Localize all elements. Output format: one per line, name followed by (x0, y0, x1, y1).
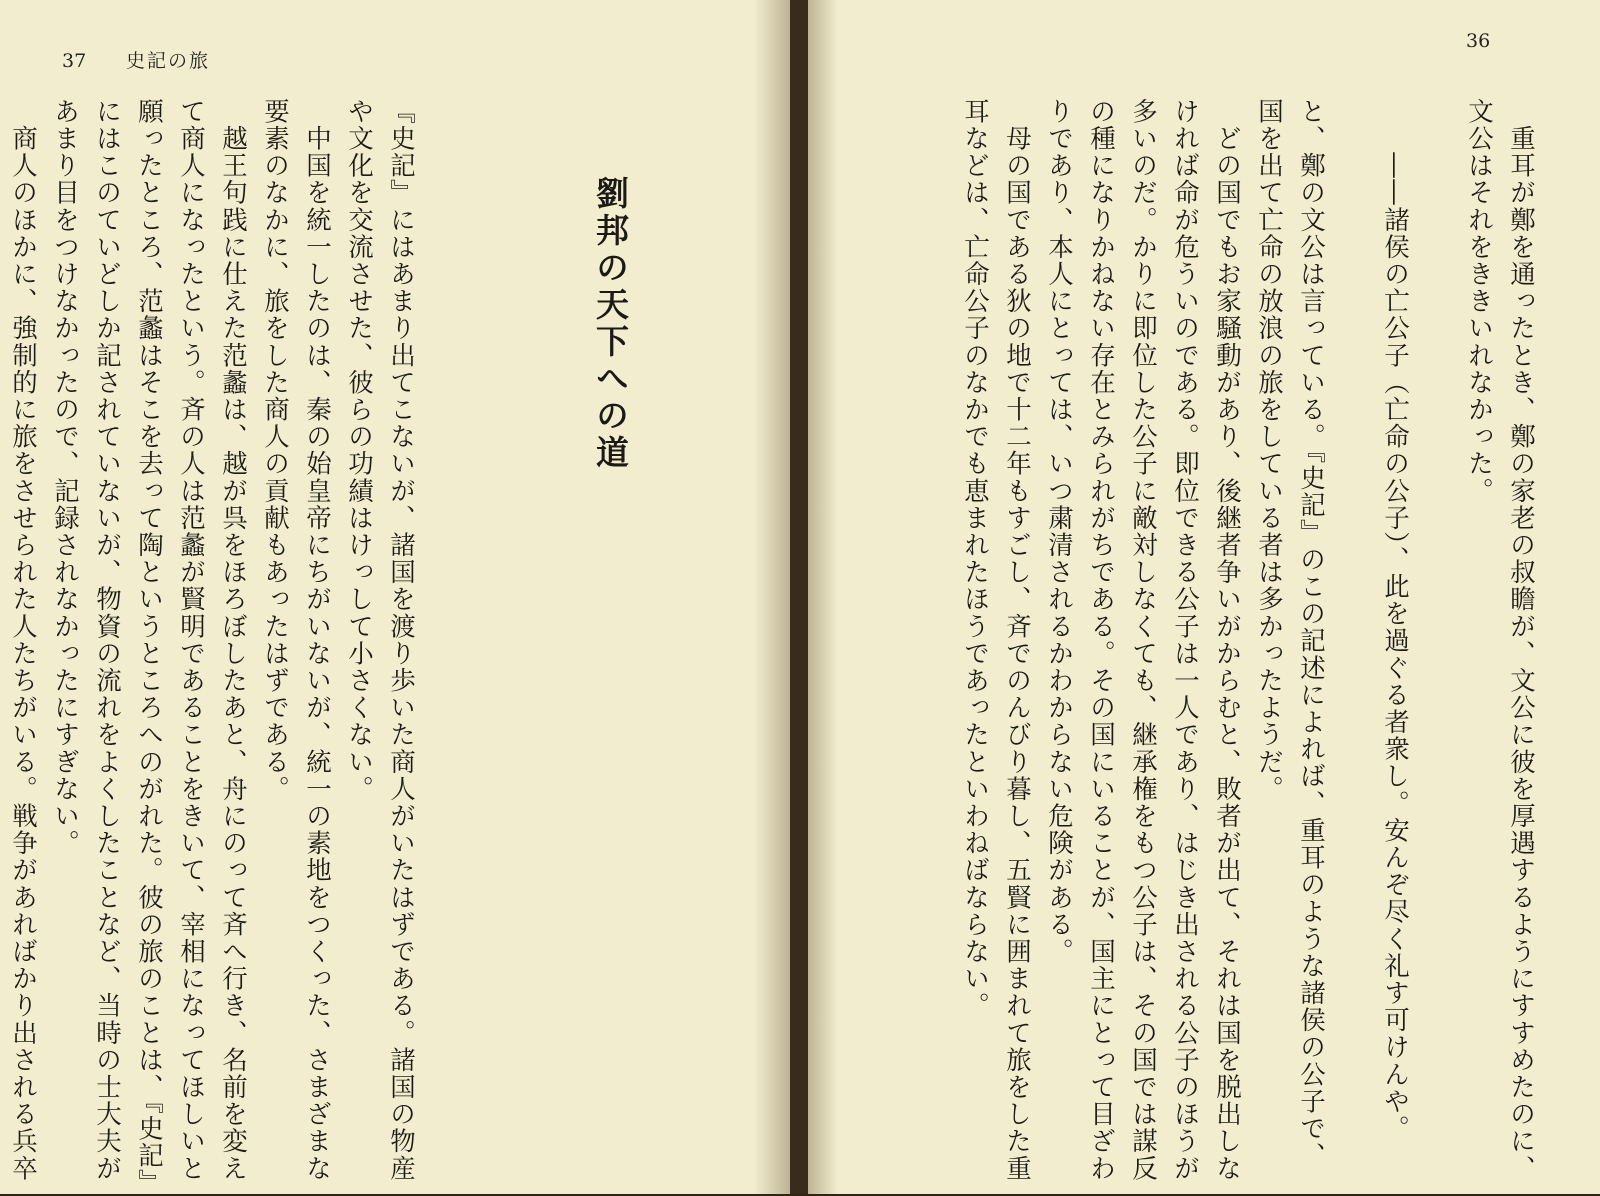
text-line (1416, 98, 1458, 1118)
text-line: や文化を交流させた、彼らの功績はけっして小さくない。 (344, 98, 374, 803)
left-page-body-text (8, 98, 422, 1196)
text-line: の種になりかねない存在とみられがちである。その国にいることが、国主にとって目ざわ (1086, 98, 1116, 1182)
text-line: 重耳が鄭を通ったとき、鄭の家老の叔瞻が、文公に彼を厚遇するようにすすめたのに、 (1506, 98, 1536, 1182)
page-number-right: 36 (1466, 30, 1491, 52)
left-page (0, 0, 790, 1194)
text-line: ――諸侯の亡公子（亡命の公子）、此を過ぐる者衆し。安んぞ尽く礼す可けんや。 (1380, 98, 1410, 1143)
text-line: 商人のほかに、強制的に旅をさせられた人たちがいる。戦争があればかり出される兵卒 (8, 98, 38, 1182)
text-line: 文公はそれをききいれなかった。 (1464, 98, 1494, 505)
right-page-body-text (862, 98, 1542, 1182)
text-line: 耳などは、亡命公子のなかでも恵まれたほうであったといわねばならない。 (960, 98, 990, 1020)
section-heading: 劉邦の天下への道 (591, 176, 630, 472)
right-page (808, 0, 1600, 1194)
text-line: 願ったところ、范蠡はそこを去って陶というところへのがれた。彼の旅のことは、『史記』 (134, 98, 164, 1196)
text-line: 中国を統一したのは、秦の始皇帝にちがいないが、統一の素地をつくった、さまざまな (302, 98, 332, 1182)
book-gutter (790, 0, 808, 1194)
text-line: どの国でもお家騒動があり、後継者争いがからむと、敗者が出て、それは国を脱出しな (1212, 98, 1242, 1182)
text-line: りであり、本人にとっては、いつ粛清されるかわからない危険がある。 (1044, 98, 1074, 966)
running-head: 史記の旅 (126, 50, 211, 72)
text-line: 母の国である狄の地で十二年もすごし、斉でのんびり暮し、五賢に囲まれて旅をした重 (1002, 98, 1032, 1182)
text-line (1332, 98, 1374, 1118)
text-line (0, 98, 2, 1118)
text-line: 『史記』にはあまり出てこないが、諸国を渡り歩いた商人がいたはずである。諸国の物産 (386, 98, 416, 1182)
text-line: 多いのだ。かりに即位した公子に敵対しなくても、継承権をもつ公子は、その国では謀反 (1128, 98, 1158, 1182)
text-line: にはこのていどしか記されていないが、物資の流れをよくしたことなど、当時の士大夫が (92, 98, 122, 1182)
text-line: 要素のなかに、旅をした商人の貢献もあったはずである。 (260, 98, 290, 803)
text-line: 国を出て亡命の放浪の旅をしている者は多かったようだ。 (1254, 98, 1284, 803)
text-line: 越王句践に仕えた范蠡は、越が呉をほろぼしたあと、舟にのって斉へ行き、名前を変え (218, 98, 248, 1182)
text-line: て商人になったという。斉の人は范蠡が賢明であることをきいて、宰相になってほしいと (176, 98, 206, 1182)
text-line: と、鄭の文公は言っている。『史記』のこの記述によれば、重耳のような諸侯の公子で、 (1296, 98, 1326, 1170)
text-line: ければ命が危ういのである。即位できる公子は一人であり、はじき出される公子のほうが (1170, 98, 1200, 1182)
page-number-left: 37 (62, 50, 87, 72)
text-line: あまり目をつけなかったので、記録されなかったにすぎない。 (50, 98, 80, 857)
